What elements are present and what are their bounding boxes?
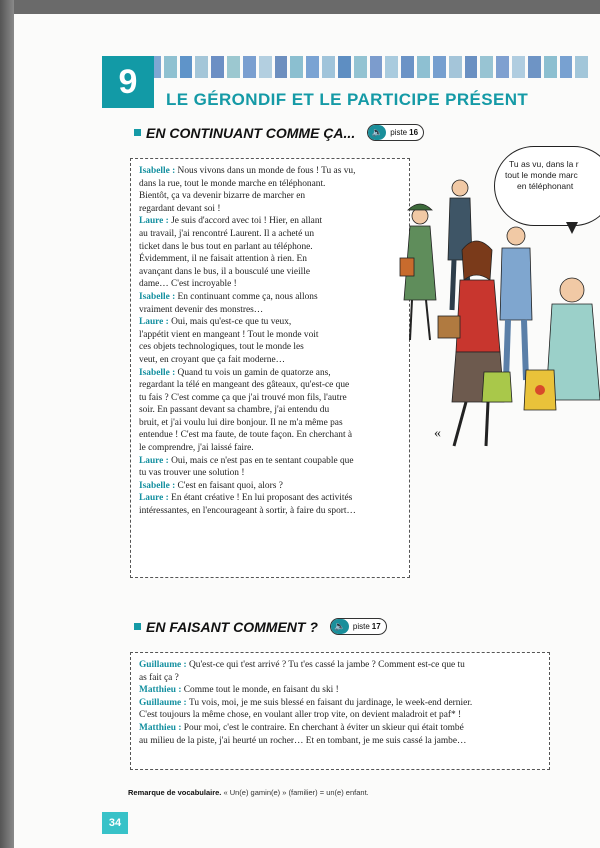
stripe-block (449, 56, 462, 78)
speaker-icon: 🔈 (331, 619, 349, 634)
line-text: Évidemment, il ne faisait attention à rien. En (139, 254, 307, 265)
stripe-block (164, 56, 177, 78)
line-text: ces objets technologiques, tout le monde les (139, 342, 304, 353)
track-number: 17 (371, 622, 381, 631)
section-heading-1 (134, 124, 424, 141)
speaker-name: Laure : (139, 317, 172, 328)
track-number: 16 (409, 128, 419, 137)
man-blue-jacket-figure (500, 227, 532, 380)
dialogue-line (139, 455, 403, 468)
dialogue-line (139, 659, 543, 672)
section-2-title: EN FAISANT COMMENT ? (146, 618, 318, 635)
quote-mark: « (434, 426, 441, 441)
dialogue-line (139, 505, 403, 518)
speaker-name: Matthieu : (139, 685, 184, 696)
line-text: regardant la télé en mangeant des gâteaux, qu'est-ce que (139, 380, 350, 391)
dialogue-line (139, 467, 403, 480)
stripe-block (480, 56, 493, 78)
dialogue-line (139, 316, 403, 329)
line-text: En continuant comme ça, nous allons (177, 291, 318, 302)
line-text: En étant créative ! En lui proposant des activités (171, 493, 353, 504)
stripe-block (322, 56, 335, 78)
speaker-name: Isabelle : (139, 367, 178, 378)
line-text: Tu vois, moi, je me suis blessé en faisant du jardinage, le week-end dernier. (189, 697, 473, 708)
line-text: Je suis d'accord avec toi ! Hier, en allant (171, 216, 323, 227)
speaker-name: Laure : (139, 455, 172, 466)
section-heading-2 (134, 618, 387, 635)
woman-teal-coat-figure (524, 278, 600, 410)
stripe-block (290, 56, 303, 78)
stripe-block (259, 56, 272, 78)
dialogue-line (139, 367, 403, 380)
dialogue-line (139, 329, 403, 342)
dialogue-line (139, 228, 403, 241)
speaker-icon: 🔈 (368, 125, 386, 140)
stripe-block (211, 56, 224, 78)
stripe-block (354, 56, 367, 78)
stripe-block (338, 56, 351, 78)
vocabulary-remark (128, 788, 369, 797)
dialogue-line (139, 354, 403, 367)
dialogue-line (139, 392, 403, 405)
line-text: Comme tout le monde, en faisant du ski ! (183, 685, 339, 696)
track-prefix: piste (352, 622, 370, 631)
dialogue-line (139, 429, 403, 442)
dialogue-line (139, 203, 403, 216)
stripe-block (496, 56, 509, 78)
line-text: Qu'est-ce qui t'est arrivé ? Tu t'es cassé la jambe ? Comment est-ce que tu (189, 660, 465, 670)
dialogue-line (139, 165, 403, 178)
line-text: Oui, mais qu'est-ce que tu veux, (171, 317, 292, 328)
dialogue-line (139, 379, 403, 392)
stripe-block (528, 56, 541, 78)
line-text: avançant dans le bus, il a bousculé une vieille (139, 266, 311, 277)
line-text: dans la rue, tout le monde marche en téléphonant. (139, 178, 326, 189)
line-text: dame… C'est incroyable ! (139, 279, 237, 290)
line-text: au milieu de la piste, j'ai heurté un rocher… Et en tombant, je me suis cassé la jambe… (139, 735, 467, 746)
dialogue-box-2 (130, 652, 550, 770)
line-text: ticket dans le bus tout en parlant au téléphone. (139, 241, 313, 252)
stripe-block (180, 56, 193, 78)
dialogue-line (139, 253, 403, 266)
line-text: C'est toujours la même chose, en voulant aller trop vite, on devient maladroit et paf* ! (139, 710, 462, 721)
woman-green-coat-figure (400, 204, 436, 340)
line-text: l'appétit vient en mangeant ! Tout le monde voit (139, 329, 319, 340)
header-color-stripes (148, 56, 588, 78)
dialogue-line (139, 722, 543, 735)
dialogue-line (139, 735, 543, 748)
stripe-block (575, 56, 588, 78)
speaker-name: Guillaume : (139, 697, 190, 708)
chapter-number: 9 (118, 62, 138, 101)
bullet-square-icon (134, 129, 141, 136)
line-text: bruit, et j'ai voulu lui dire bonjour. Il ne m'a même pas (139, 417, 343, 428)
stripe-block (433, 56, 446, 78)
dialogue-line (139, 291, 403, 304)
speaker-name: Laure : (139, 493, 172, 504)
dialogue-line (139, 672, 543, 685)
stripe-block (560, 56, 573, 78)
line-text: entendue ! C'est ma faute, de toute façon. En cherchant à (139, 430, 353, 441)
line-text: veut, en croyant que ça fait moderne… (139, 354, 286, 365)
dialogue-line (139, 404, 403, 417)
dialogue-box-1 (130, 158, 410, 578)
bubble-line: tout le monde marc (505, 170, 578, 180)
dialogue-line (139, 304, 403, 317)
stripe-block (195, 56, 208, 78)
stripe-block (465, 56, 478, 78)
line-text: Nous vivons dans un monde de fous ! Tu as vu, (177, 166, 356, 176)
track-prefix: piste (390, 128, 408, 137)
line-text: regardant devant soi ! (139, 203, 221, 214)
speaker-name: Guillaume : (139, 660, 190, 670)
line-text: le comprendre, j'ai laissé faire. (139, 443, 254, 454)
dialogue-line (139, 266, 403, 279)
line-text: Quand tu vois un gamin de quatorze ans, (177, 367, 331, 378)
page-number: 34 (102, 812, 128, 834)
bullet-square-icon (134, 623, 141, 630)
stripe-block (275, 56, 288, 78)
dialogue-line (139, 492, 403, 505)
line-text: intéressantes, en l'encourageant à sortir, à faire du sport… (139, 506, 356, 517)
speaker-name: Isabelle : (139, 166, 178, 176)
speaker-name: Isabelle : (139, 480, 178, 491)
line-text: C'est en faisant quoi, alors ? (177, 480, 283, 491)
stripe-block (370, 56, 383, 78)
stripe-block (417, 56, 430, 78)
audio-track-button-16[interactable] (367, 124, 424, 141)
line-text: Oui, mais ce n'est pas en te sentant coupable que (171, 455, 354, 466)
speaker-name: Matthieu : (139, 722, 184, 733)
dialogue-line (139, 190, 403, 203)
stripe-block (243, 56, 256, 78)
line-text: tu fais ? C'est comme ça que j'ai trouvé mon fils, l'autre (139, 392, 347, 403)
line-text: soir. En passant devant sa chambre, j'ai entendu du (139, 405, 330, 416)
remark-label: Remarque de vocabulaire. (128, 788, 222, 797)
speech-bubble-tail (566, 222, 578, 234)
line-text: Pour moi, c'est le contraire. En cherchant à éviter un skieur qui était tombé (183, 722, 464, 733)
bubble-line: en téléphonant (517, 181, 574, 191)
dialogue-line (139, 697, 543, 710)
dialogue-line (139, 241, 403, 254)
dialogue-line (139, 480, 403, 493)
line-text: au travail, j'ai rencontré Laurent. Il a acheté un (139, 228, 315, 239)
stripe-block (306, 56, 319, 78)
dialogue-line (139, 709, 543, 722)
dialogue-line (139, 417, 403, 430)
speech-bubble (494, 146, 600, 226)
line-text: Bientôt, ça va devenir bizarre de marcher en (139, 191, 306, 202)
stripe-block (544, 56, 557, 78)
dialogue-line (139, 278, 403, 291)
stripe-block (512, 56, 525, 78)
line-text: tu vas trouver une solution ! (139, 468, 245, 479)
line-text: as fait ça ? (139, 672, 179, 683)
bubble-line: Tu as vu, dans la r (509, 159, 579, 169)
speaker-name: Isabelle : (139, 291, 178, 302)
audio-track-button-17[interactable] (330, 618, 387, 635)
chapter-title: LE GÉRONDIF ET LE PARTICIPE PRÉSENT (166, 90, 529, 109)
chapter-number-badge (102, 56, 154, 108)
section-1-title: EN CONTINUANT COMME ÇA... (146, 124, 356, 141)
dialogue-line (139, 178, 403, 191)
stripe-block (401, 56, 414, 78)
remark-text: « Un(e) gamin(e) » (familier) = un(e) enfant. (223, 788, 369, 797)
page-edge-shadow (0, 0, 14, 848)
dialogue-line (139, 215, 403, 228)
stripe-block (227, 56, 240, 78)
woman-red-sweater-figure (438, 241, 512, 446)
dialogue-line (139, 684, 543, 697)
stripe-block (385, 56, 398, 78)
line-text: vraiment devenir des monstres… (139, 304, 264, 315)
dialogue-line (139, 341, 403, 354)
dialogue-line (139, 442, 403, 455)
speaker-name: Laure : (139, 216, 172, 227)
